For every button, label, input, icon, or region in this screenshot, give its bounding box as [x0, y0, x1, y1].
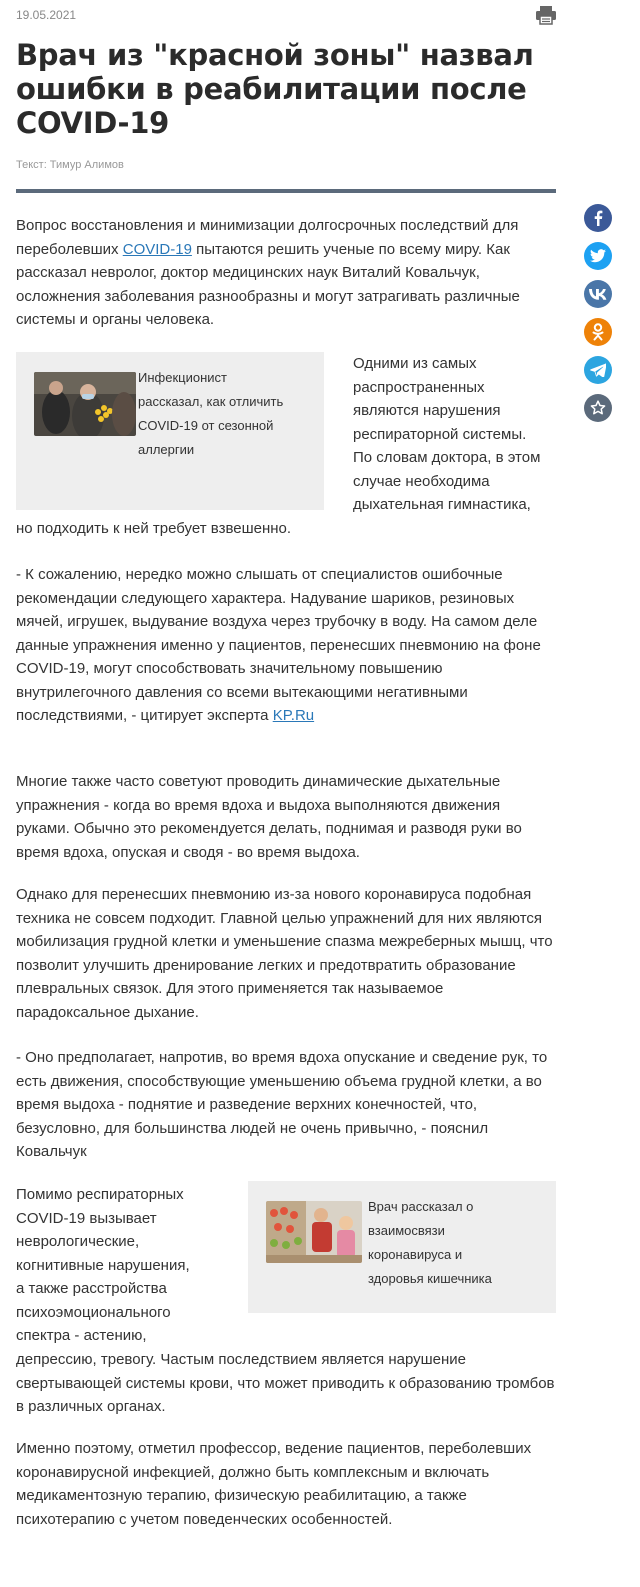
- related-title-line: коронавируса и: [368, 1247, 463, 1262]
- text-line: дыхательная гимнастика,: [353, 496, 531, 513]
- bookmark-button[interactable]: [584, 394, 612, 422]
- article-title: Врач из "красной зоны" назвал ошибки в реабилитации после COVID-19: [16, 38, 534, 140]
- publish-date: 19.05.2021: [16, 8, 77, 22]
- related-title-line: аллергии: [138, 442, 195, 457]
- twitter-icon: [590, 249, 606, 263]
- text-line: распространенных: [353, 378, 485, 396]
- related-title-line: рассказал, как отличить: [138, 394, 284, 409]
- text-line: COVID-19 вызывает: [16, 1209, 157, 1227]
- article-author: Текст: Тимур Алимов: [16, 159, 124, 171]
- facebook-icon: [591, 210, 605, 226]
- facebook-share-button[interactable]: [584, 204, 612, 232]
- paragraph-7-column: [16, 1183, 236, 1348]
- related-title-line: взаимосвязи: [368, 1223, 445, 1238]
- paragraph-text: Вопрос восстановления и минимизации долгосрочных последствий для переболевших: [16, 217, 519, 258]
- text-line: Помимо респираторных: [16, 1186, 184, 1203]
- paragraph-6: - Оно предполагает, напротив, во время вдоха опускание и сведение рук, то есть движения, способствующие уменьшению объема грудной клетки, а во время выдоха - поднятие и разведение верхних конечностей, что, безусловно, для большинства людей не очень привычно, - пояснил Ковальчук: [16, 1049, 548, 1160]
- kp-ru-link[interactable]: KP.Ru: [272, 707, 315, 724]
- vk-share-button[interactable]: [584, 280, 612, 308]
- related-title-line: COVID-19 от сезонной: [138, 418, 274, 433]
- paragraph-2-tail: но подходить к ней требует взвешенно.: [16, 520, 292, 537]
- paragraph-3: [16, 563, 556, 728]
- vk-icon: [589, 289, 607, 300]
- related-title-line: Инфекционист: [138, 370, 227, 385]
- twitter-share-button[interactable]: [584, 242, 612, 270]
- star-icon: [590, 400, 606, 416]
- telegram-icon: [590, 363, 606, 377]
- paragraph-5: Однако для перенесших пневмонию из-за нового коронавируса подобная техника не совсем подходит. Главной целью упражнений для них являются мобилизация грудной клетки и уменьшение спазма межреберных мышц, что позволит улучшить дренирование легких и предотвратить образование плевральных связок. Для этого применяется так называемое парадоксальное дыхание.: [16, 886, 553, 1021]
- text-line: являются нарушения: [353, 402, 501, 419]
- text-line: спектра - астению,: [16, 1327, 147, 1344]
- related-article-title: [368, 1195, 550, 1291]
- text-line: неврологические,: [16, 1233, 140, 1250]
- text-line: когнитивные нарушения,: [16, 1256, 190, 1274]
- related-article-thumbnail: [266, 1201, 362, 1263]
- paragraph-8: Именно поэтому, отметил профессор, ведение пациентов, переболевших коронавирусной инфекцией, должно быть комплексным и включать медикаментозную терапию, физическую реабилитацию, а также психотерапию с учетом поведенческих особенностей.: [16, 1440, 532, 1528]
- text-line: случае необходима: [353, 472, 490, 490]
- paragraph-text: - К сожалению, нередко можно слышать от специалистов ошибочные рекомендации следующего характера. Надувание шариков, резиновых мячей, игрушек, выдувание воздуха через трубочку в воду. На самом деле данные упражнения именно у пациентов, перенесших пневмонию на фоне COVID-19, могут способствовать значительному повышению внутрилегочного давления со всеми вытекающими негативными последствиями, - цитирует эксперта: [16, 566, 541, 724]
- text-line: По словам доктора, в этом: [353, 449, 541, 466]
- paragraph-text: пытаются решить ученые по всему миру. Как рассказал невролог, доктор медицинских наук Виталий Ковальчук, осложнения заболевания разнообразны и могут затрагивать различные системы и органы человека.: [16, 240, 520, 328]
- covid-link[interactable]: COVID-19: [122, 240, 192, 258]
- related-title-line: Врач рассказал о: [368, 1199, 474, 1214]
- title-divider: [16, 189, 556, 193]
- related-article-card[interactable]: [248, 1181, 556, 1313]
- related-title-line: здоровья кишечника: [368, 1271, 492, 1286]
- text-line: а также расстройства: [16, 1280, 167, 1297]
- text-line: респираторной системы.: [353, 425, 527, 443]
- text-line: Одними из самых: [353, 355, 477, 372]
- paragraph-4: Многие также часто советуют проводить динамические дыхательные упражнения - когда во время вдоха и выдоха выполняются движения руками. Обычно это рекомендуется делать, поднимая и разводя руки во время вдоха, опуская и сводя - во время выдоха.: [16, 773, 522, 861]
- odnoklassniki-share-button[interactable]: [584, 318, 612, 346]
- paragraph-2-column: [353, 352, 563, 517]
- paragraph-1: [16, 214, 556, 332]
- related-article-thumbnail: [34, 372, 136, 436]
- text-line: психоэмоционального: [16, 1303, 171, 1321]
- odnoklassniki-icon: [592, 323, 604, 341]
- related-article-title: [138, 366, 318, 462]
- paragraph-7-tail: депрессию, тревогу. Частым последствием является нарушение свертывающей системы крови, что может приводить к образованию тромбов в различных органах.: [16, 1351, 555, 1415]
- telegram-share-button[interactable]: [584, 356, 612, 384]
- print-icon[interactable]: [535, 5, 557, 25]
- related-article-card[interactable]: [16, 352, 324, 510]
